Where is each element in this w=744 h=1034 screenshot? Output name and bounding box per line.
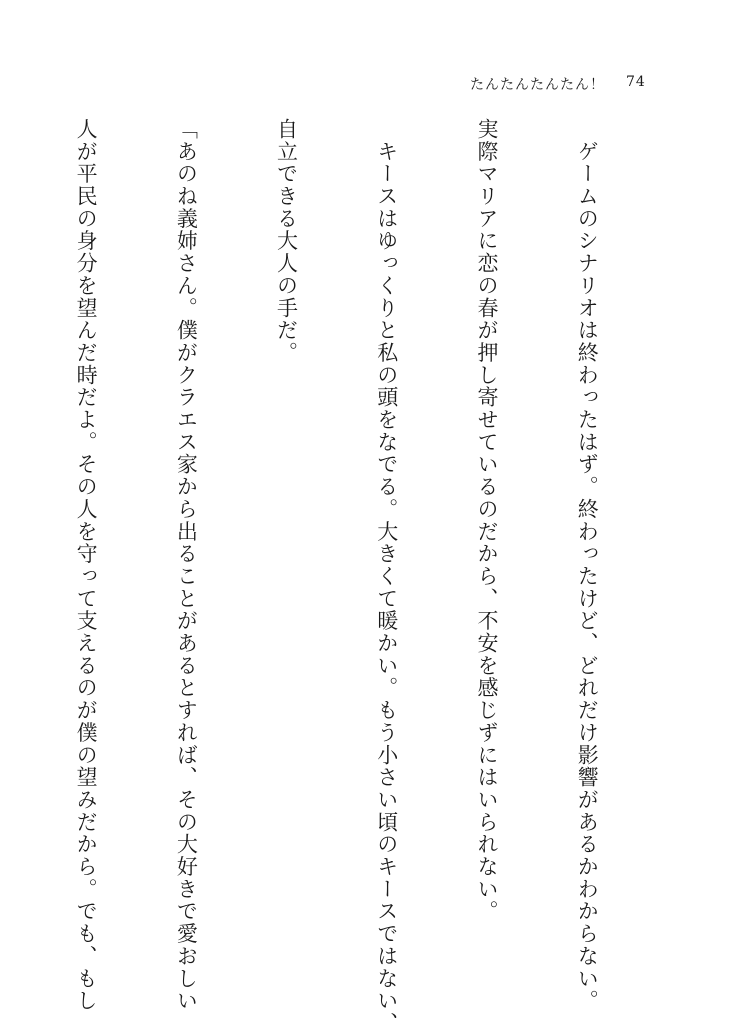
text-line: 「あのね義姉さん。僕がクラエス家から出ることがあるとすれば、その大好きで愛おしい xyxy=(174,118,199,1012)
text-line: ゲームのシナリオは終わったはず。終わったけど、どれだけ影響があるかわからない。 xyxy=(575,118,600,1012)
chapter-title: たんたんたんたん！ xyxy=(470,77,605,93)
text-line: 人が平民の身分を望んだ時だよ。その人を守って支えるのが僕の望みだから。でも、もし xyxy=(74,118,99,1012)
page-number: 74 xyxy=(626,74,646,90)
text-line: 実際マリアに恋の春が押し寄せているのだから、不安を感じずにはいられない。 xyxy=(474,118,499,923)
text-line xyxy=(0,118,2,968)
text-line: 自立できる大人の手だ。 xyxy=(274,118,299,364)
running-header xyxy=(430,74,660,96)
text-line: キースはゆっくりと私の頭をなでる。大きくて暖かい。もう小さい頃のキースではない、 xyxy=(374,118,399,1034)
vertical-body-text xyxy=(74,118,670,1034)
